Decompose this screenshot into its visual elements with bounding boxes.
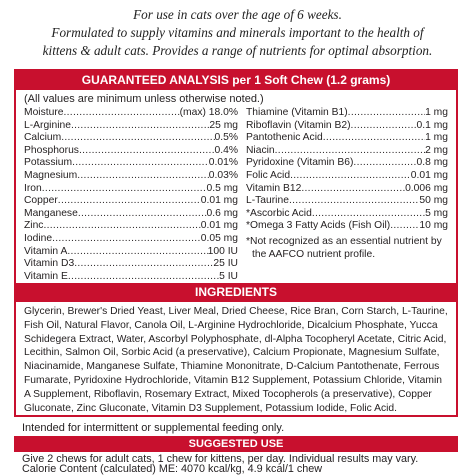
nutrient-value: 100 IU: [207, 245, 238, 257]
analysis-row: [24, 170, 238, 183]
analysis-row: [246, 145, 448, 158]
nutrient-value: 10 mg: [419, 220, 448, 232]
analysis-row: [24, 246, 238, 259]
nutrient-name: Phosphorus: [24, 144, 79, 156]
nutrient-value: 0.006 mg: [405, 182, 448, 194]
nutrient-value: 25 IU: [213, 258, 238, 270]
analysis-row: [24, 220, 238, 233]
nutrient-name: Magnesium: [24, 170, 78, 181]
dot-leader: [63, 107, 179, 120]
analysis-row: [246, 208, 448, 221]
dot-leader: [353, 157, 416, 170]
analysis-note: (All values are minimum unless otherwise noted.): [24, 93, 264, 105]
nutrient-name: Pantothenic Acid: [246, 132, 323, 144]
ingredients-line: Gluconate, Zinc Gluconate, Vitamin D3 Supplement, Potassium Iodide, Folic Acid.: [24, 402, 397, 414]
nutrient-value: 0.01 mg: [410, 170, 448, 181]
ingredients-line: Schidegera Extract, Water, Ascorbyl Polyphosphate, dl-Alpha Tocopheryl Acetate, Citric Acid,: [24, 333, 447, 345]
nutrient-value: 1 mg: [425, 107, 448, 118]
analysis-row: [24, 258, 238, 271]
ingredients-line: Niacinamide, Manganese Sulfate, Thiamine Mononitrate, D-Calcium Pantothenate, Ferrous: [24, 361, 440, 373]
footnote-line-1: *Not recognized as an essential nutrient by: [246, 236, 442, 247]
nutrient-value: 5 IU: [219, 270, 238, 282]
nutrition-panel: [14, 69, 458, 417]
nutrient-name: Potassium: [24, 157, 73, 169]
nutrient-name: *Omega 3 Fatty Acids (Fish Oil): [246, 220, 391, 232]
dot-leader: [290, 170, 411, 183]
nutrient-value: 25 mg: [209, 119, 238, 131]
nutrient-value: 0.5%: [214, 132, 238, 144]
dot-leader: [312, 208, 425, 221]
nutrient-name: L-Taurine: [246, 195, 289, 207]
nutrient-value: 0.6 mg: [206, 207, 238, 219]
ingredients-line: Lecithin, Salmon Oil, Sorbic Acid (a preservative), Calcium Propionate, Magnesium Sulfate,: [24, 347, 440, 359]
dot-leader: [275, 145, 425, 158]
dot-leader: [67, 246, 207, 259]
analysis-row: [246, 132, 448, 145]
nutrient-value: 0.5 mg: [206, 182, 238, 194]
nutrient-name: L-Arginine: [24, 119, 71, 131]
nutrient-value: 0.4%: [214, 144, 238, 156]
dot-leader: [323, 132, 425, 145]
dot-leader: [77, 170, 209, 183]
nutrient-value: 0.8 mg: [416, 157, 448, 169]
nutrient-value: 0.1 mg: [416, 119, 448, 131]
analysis-row: [24, 120, 238, 133]
analysis-header: GUARANTEED ANALYSIS per 1 Soft Chew (1.2 grams): [16, 71, 456, 90]
nutrient-value: 50 mg: [419, 195, 448, 207]
dot-leader: [42, 183, 207, 196]
nutrient-name: Vitamin D3: [24, 258, 75, 270]
dot-leader: [71, 120, 209, 133]
nutrient-value: 0.03%: [208, 170, 238, 181]
analysis-row: [24, 157, 238, 170]
nutrient-name: Vitamin B12: [246, 182, 302, 194]
nutrient-value: 0.01 mg: [200, 195, 238, 207]
analysis-row: [246, 195, 448, 208]
nutrient-value: 1 mg: [425, 132, 448, 144]
nutrient-name: Thiamine (Vitamin B1): [246, 107, 348, 118]
nutrient-name: Pyridoxine (Vitamin B6): [246, 157, 354, 169]
nutrient-name: Riboflavin (Vitamin B2): [246, 119, 351, 131]
analysis-row: [246, 107, 448, 120]
dot-leader: [61, 132, 214, 145]
analysis-row: [246, 170, 448, 183]
nutrient-name: Moisture: [24, 107, 64, 118]
nutrient-name: Calcium: [24, 132, 62, 144]
ingredients-text: [24, 305, 454, 415]
dot-leader: [79, 145, 215, 158]
intro-line-3: kittens & adult cats. Provides a range of nutrients for optimal absorption.: [42, 43, 433, 58]
calorie-content: Calorie Content (calculated) ME: 4070 kcal/kg, 4.9 kcal/1 chew: [22, 463, 323, 475]
analysis-row: [24, 107, 238, 120]
dot-leader: [78, 208, 207, 221]
ingredients-line: Fish Oil, Natural Flavor, Canola Oil, L-Arginine Hydrochloride, Dicalcium Phosphate, Yucca: [24, 319, 438, 331]
analysis-row: [246, 157, 448, 170]
dot-leader: [52, 233, 201, 246]
suggested-use-text-visible: Give 2 chews for adult cats, 1 chew for kittens, per day. Individual results may vary.: [22, 453, 419, 465]
analysis-row: [24, 145, 238, 158]
analysis-row: [24, 195, 238, 208]
analysis-row: [24, 271, 238, 284]
analysis-row: [24, 233, 238, 246]
nutrient-name: Zinc: [24, 220, 44, 232]
intro-line-1: For use in cats over the age of 6 weeks.: [133, 7, 342, 22]
nutrient-value: 0.01 mg: [200, 220, 238, 232]
footnote-line-2: the AAFCO nutrient profile.: [252, 249, 376, 260]
nutrient-value: (max) 18.0%: [179, 107, 238, 118]
dot-leader: [351, 120, 417, 133]
dot-leader: [72, 157, 209, 170]
analysis-row: [246, 183, 448, 196]
nutrient-value: 5 mg: [425, 207, 448, 219]
analysis-row: [24, 208, 238, 221]
dot-leader: [390, 220, 419, 233]
ingredients-line: Glycerin, Brewer's Dried Yeast, Liver Meal, Dried Cheese, Rice Bran, Corn Starch, L-Taurine,: [24, 306, 448, 317]
nutrient-name: Vitamin A: [24, 245, 68, 257]
nutrient-name: *Ascorbic Acid: [246, 207, 312, 219]
nutrient-value: 0.05 mg: [200, 233, 238, 244]
analysis-row: [24, 183, 238, 196]
analysis-row: [246, 120, 448, 133]
dot-leader: [289, 195, 419, 208]
suggested-use-header: SUGGESTED USE: [14, 436, 458, 452]
dot-leader: [301, 183, 405, 196]
ingredients-line: Fumarate, Pyridoxine Hydrochloride, Vitamin B12 Supplement, Potassium Chloride, Vitamin: [24, 374, 442, 386]
ingredients-header: INGREDIENTS: [16, 283, 456, 302]
dot-leader: [58, 195, 201, 208]
nutrient-name: Vitamin E: [24, 270, 68, 282]
dot-leader: [68, 271, 219, 284]
dot-leader: [43, 220, 200, 233]
nutrient-name: Copper: [24, 195, 58, 207]
analysis-row: [24, 132, 238, 145]
nutrient-name: Manganese: [24, 207, 78, 219]
intro-line-2: Formulated to supply vitamins and minerals important to the health of: [51, 25, 424, 40]
nutrient-value: 2 mg: [425, 144, 448, 156]
analysis-row: [246, 220, 448, 233]
nutrient-name: Folic Acid: [246, 170, 291, 181]
dot-leader: [348, 107, 425, 120]
nutrient-name: Niacin: [246, 144, 275, 156]
nutrient-name: Iron: [24, 182, 42, 194]
dot-leader: [74, 258, 213, 271]
ingredients-line: A Supplement, Riboflavin, Rosemary Extract, Mixed Tocopherols (a preservative), Copper: [24, 388, 432, 400]
feeding-note: Intended for intermittent or supplemental feeding only.: [22, 422, 285, 434]
nutrient-value: 0.01%: [208, 157, 238, 169]
nutrient-name: Iodine: [24, 233, 53, 244]
